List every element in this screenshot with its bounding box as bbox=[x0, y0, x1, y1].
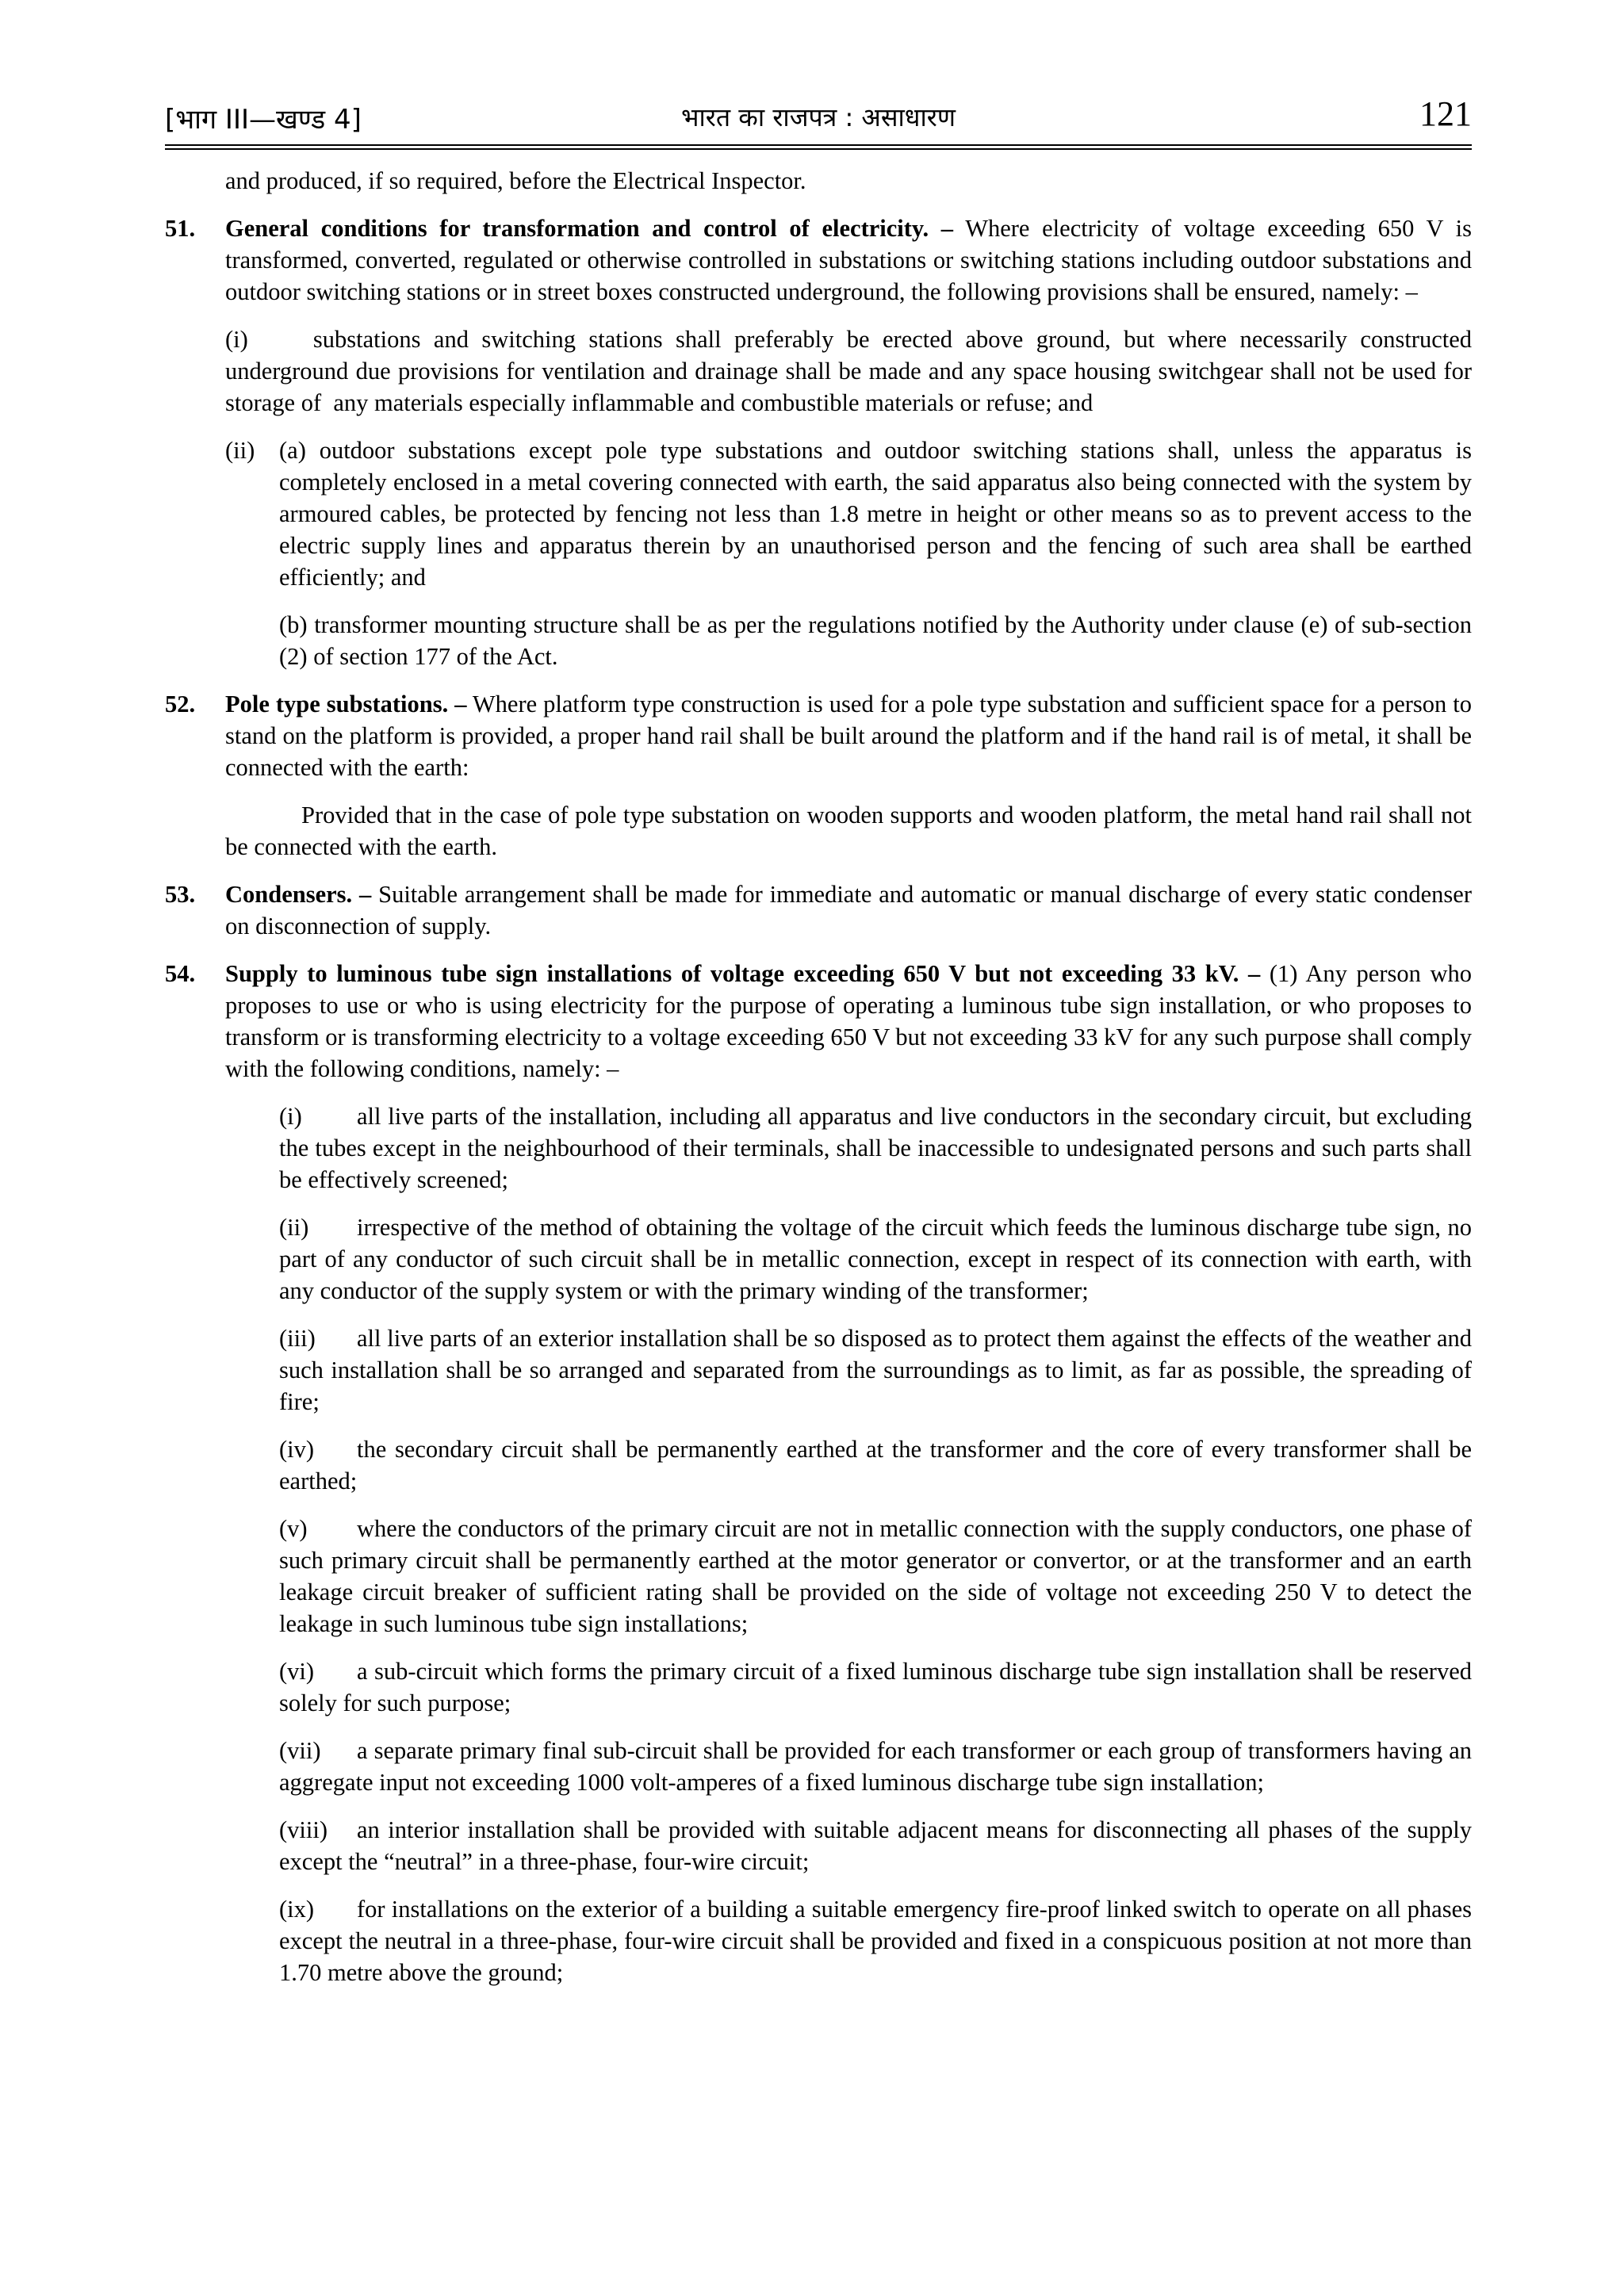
clause-item bbox=[279, 1513, 1472, 1640]
section-number: 54. bbox=[165, 960, 196, 987]
clause-label: (iii) bbox=[279, 1325, 316, 1352]
clause-label: (v) bbox=[279, 1515, 308, 1542]
clause-text: a sub-circuit which forms the primary circuit of a fixed luminous discharge tube sign installation shall be reserved solely for such purpose; bbox=[279, 1658, 1472, 1716]
section-text: Suitable arrangement shall be made for immediate and automatic or manual discharge of every static condenser on disconnection of supply. bbox=[225, 881, 1472, 939]
clause-label: (i) bbox=[279, 1103, 302, 1130]
clause-item bbox=[279, 1433, 1472, 1497]
section-54 bbox=[165, 958, 1472, 1085]
clause-item bbox=[279, 1211, 1472, 1307]
clause-label: (ix) bbox=[279, 1896, 315, 1923]
section-51 bbox=[165, 212, 1472, 308]
clause-item bbox=[279, 1735, 1472, 1798]
section-number: 53. bbox=[165, 881, 196, 908]
clause-item bbox=[279, 1814, 1472, 1877]
clause-item bbox=[279, 1322, 1472, 1418]
clause-text: a separate primary final sub-circuit shall be provided for each transformer or each group of transformers having an aggregate input not exceeding 1000 volt-amperes of a fixed luminous discharge tube sign installation; bbox=[279, 1737, 1472, 1796]
clause-text: all live parts of an exterior installation shall be so disposed as to protect them against the effects of the weather and such installation shall be so arranged and separated from the surroundings as to limit, as far as possible, the spreading of fire; bbox=[279, 1325, 1472, 1415]
clause-text: an interior installation shall be provided with suitable adjacent means for disconnecting all phases of the supply except the “neutral” in a three-phase, four-wire circuit; bbox=[279, 1816, 1472, 1875]
section-52-proviso: Provided that in the case of pole type substation on wooden supports and wooden platform, the metal hand rail shall not be connected with the earth. bbox=[225, 802, 1472, 860]
section-title: General conditions for transformation and control of electricity. – bbox=[225, 215, 954, 242]
clause-label: (viii) bbox=[279, 1816, 327, 1843]
section-51-clause-ii bbox=[165, 434, 1472, 593]
clause-text: where the conductors of the primary circuit are not in metallic connection with the supply conductors, one phase of such primary circuit shall be permanently earthed at the motor generator or convertor, or at the transformer and an earth leakage circuit breaker of sufficient rating shall be provided on the side of voltage not exceeding 250 V to detect the leakage in such luminous tube sign installations; bbox=[279, 1515, 1472, 1637]
clause-label: (ii) bbox=[279, 1214, 309, 1241]
header-rule-bottom bbox=[165, 148, 1472, 150]
clause-text: the secondary circuit shall be permanently earthed at the transformer and the core of every transformer shall be earthed; bbox=[279, 1436, 1472, 1494]
clause-label: (ii) bbox=[225, 437, 255, 464]
section-title: Pole type substations. – bbox=[225, 691, 467, 718]
section-number: 51. bbox=[165, 215, 196, 242]
section-51-clause-i: (i) substations and switching stations shall preferably be erected above ground, but where necessarily constructed underground due provisions for ventilation and drainage shall be made and any space housing switchgear shall not be used for storage of any materials especially inflammable and combustible materials or refuse; and bbox=[225, 326, 1478, 416]
section-51-clause-ii-b: (b) transformer mounting structure shall be as per the regulations notified by the Authority under clause (e) of sub-section (2) of section 177 of the Act. bbox=[279, 611, 1472, 670]
page-number: 121 bbox=[1419, 94, 1472, 133]
section-text: (1) Any person who proposes to use or who is using electricity for the purpose of operating a luminous tube sign installation, or who proposes to transform or is transforming electricity to a voltage exceeding 650 V but not exceeding 33 kV for any such purpose shall comply with the following conditions, namely: – bbox=[225, 960, 1473, 1082]
section-52 bbox=[165, 688, 1472, 783]
section-number: 52. bbox=[165, 691, 196, 718]
header-gazette-title: भारत का राजपत्र : असाधारण bbox=[681, 102, 956, 132]
clause-ii-a-text: (a) outdoor substations except pole type substations and outdoor switching stations shall, unless the apparatus is completely enclosed in a metal covering connected with earth, the said apparatus also being connected with the system by armoured cables, be protected by fencing not less than 1.8 metre in height or other means so as to prevent access to the electric supply lines and apparatus therein by an unauthorised person and the fencing of such area shall be earthed efficiently; and bbox=[279, 437, 1472, 591]
document-body bbox=[165, 165, 1478, 2004]
header-part-section: [भाग III—खण्ड 4] bbox=[165, 104, 362, 136]
clause-item bbox=[279, 1655, 1472, 1719]
section-title: Condensers. – bbox=[225, 881, 372, 908]
section-text: Where platform type construction is used for a pole type substation and sufficient space for a person to stand on the platform is provided, a proper hand rail shall be built around the platform and if the hand rail is of metal, it shall be connected with the earth: bbox=[225, 691, 1472, 781]
section-54-clause-list bbox=[165, 1100, 1472, 1988]
clause-text: irrespective of the method of obtaining the voltage of the circuit which feeds the luminous discharge tube sign, no part of any conductor of such circuit shall be in metallic connection, except in respect of its connection with earth, with any conductor of the supply system or with the primary winding of the transformer; bbox=[279, 1214, 1472, 1304]
section-title: Supply to luminous tube sign installations of voltage exceeding 650 V but not exceeding 33 kV. – bbox=[225, 960, 1261, 987]
header-rule-top bbox=[165, 144, 1472, 146]
page-header bbox=[165, 94, 1472, 144]
section-53 bbox=[165, 878, 1472, 942]
clause-label: (vii) bbox=[279, 1737, 321, 1764]
clause-item bbox=[279, 1893, 1472, 1988]
clause-text: all live parts of the installation, including all apparatus and live conductors in the secondary circuit, but excluding the tubes except in the neighbourhood of their terminals, shall be inaccessible to undesignated persons and such parts shall be effectively screened; bbox=[279, 1103, 1472, 1193]
clause-item bbox=[279, 1100, 1472, 1196]
clause-label: (vi) bbox=[279, 1658, 315, 1685]
clause-text: for installations on the exterior of a building a suitable emergency fire-proof linked switch to operate on all phases except the neutral in a three-phase, four-wire circuit shall be provided and fixed in a conspicuous position at not more than 1.70 metre above the ground; bbox=[279, 1896, 1472, 1986]
intro-paragraph: and produced, if so required, before the Electrical Inspector. bbox=[225, 167, 806, 194]
section-text: Where electricity of voltage exceeding 650 V is transformed, converted, regulated or otherwise controlled in substations or switching stations including outdoor substations and outdoor switching stations or in street boxes constructed underground, the following provisions shall be ensured, namely: – bbox=[225, 215, 1472, 305]
clause-label: (iv) bbox=[279, 1436, 315, 1463]
